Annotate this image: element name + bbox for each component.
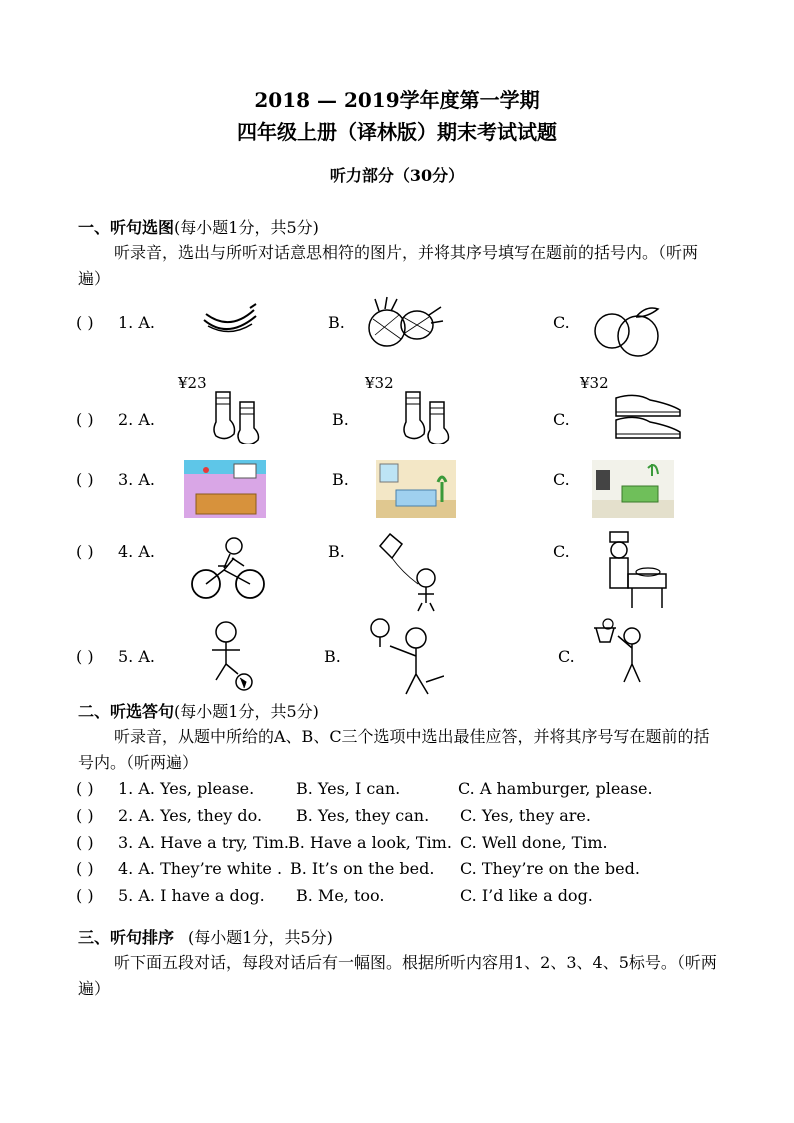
answer-row bbox=[0, 859, 794, 881]
kitchen-picture[interactable] bbox=[184, 460, 266, 518]
option-b: B. Me, too. bbox=[296, 886, 385, 905]
answer-paren[interactable]: ( ) bbox=[76, 470, 94, 489]
option-c: C. Yes, they are. bbox=[460, 806, 591, 825]
answer-row bbox=[0, 833, 794, 855]
option-a: 2. A. Yes, they do. bbox=[118, 806, 263, 825]
section1-heading bbox=[78, 215, 319, 238]
section3-heading-points: (每小题1分，共5分) bbox=[188, 928, 333, 947]
option-b: B. Have a look, Tim. bbox=[288, 833, 452, 852]
option-b-label: B. bbox=[324, 647, 341, 666]
option-a: 5. A. I have a dog. bbox=[118, 886, 265, 905]
answer-row bbox=[0, 806, 794, 828]
listening-part-title: 听力部分（30分） bbox=[329, 166, 465, 185]
answer-paren[interactable]: ( ) bbox=[76, 542, 94, 561]
bedroom-picture[interactable] bbox=[376, 460, 456, 518]
question-number: 3. A. bbox=[118, 470, 155, 489]
option-b-label: B. bbox=[332, 410, 349, 429]
section3-heading bbox=[78, 925, 333, 948]
answer-paren[interactable]: ( ) bbox=[76, 886, 94, 905]
option-c: C. I’d like a dog. bbox=[460, 886, 593, 905]
section1-heading-points: (每小题1分，共5分) bbox=[174, 218, 319, 237]
boy-basketball-picture[interactable] bbox=[592, 618, 662, 688]
option-b-label: B. bbox=[332, 470, 349, 489]
section2-instruction bbox=[78, 724, 718, 776]
shoes-picture[interactable] bbox=[612, 390, 684, 442]
boy-kite-picture[interactable] bbox=[378, 530, 448, 612]
option-b-label: B. bbox=[328, 313, 345, 332]
banana-picture[interactable] bbox=[200, 302, 260, 340]
option-c: C. A hamburger, please. bbox=[458, 779, 653, 798]
boy-cycling-picture[interactable] bbox=[190, 536, 268, 602]
boy-football-picture[interactable] bbox=[202, 620, 258, 692]
option-b: B. Yes, I can. bbox=[296, 779, 401, 798]
section2-heading bbox=[78, 699, 319, 722]
cook-picture[interactable] bbox=[598, 530, 670, 612]
option-a: 4. A. They’re white . bbox=[118, 859, 283, 878]
answer-paren[interactable]: ( ) bbox=[76, 859, 94, 878]
pineapple-picture[interactable] bbox=[365, 295, 445, 350]
exam-title-line2: 四年级上册（译林版）期末考试试题 bbox=[237, 120, 557, 144]
section1-instruction-text: 听录音，选出与所听对话意思相符的图片，并将其序号填写在题前的括号内。（听两遍） bbox=[78, 243, 699, 288]
section2-heading-points: (每小题1分，共5分) bbox=[174, 702, 319, 721]
option-c-label: C. bbox=[553, 542, 570, 561]
living-room-picture[interactable] bbox=[592, 460, 674, 518]
answer-paren[interactable]: ( ) bbox=[76, 833, 94, 852]
answer-row bbox=[0, 779, 794, 801]
question-number: 2. A. bbox=[118, 410, 155, 429]
section1-heading-bold: 一、听句选图 bbox=[78, 218, 175, 237]
option-c-label: C. bbox=[553, 410, 570, 429]
answer-row bbox=[0, 886, 794, 908]
price-label: ¥32 bbox=[580, 374, 609, 392]
socks-picture[interactable] bbox=[208, 388, 270, 444]
option-c-label: C. bbox=[553, 470, 570, 489]
option-a: 3. A. Have a try, Tim. bbox=[118, 833, 289, 852]
option-c: C. They’re on the bed. bbox=[460, 859, 640, 878]
exam-title-line1: 2018 — 2019学年度第一学期 bbox=[254, 88, 540, 112]
question-number: 1. A. bbox=[118, 313, 155, 332]
answer-paren[interactable]: ( ) bbox=[76, 410, 94, 429]
section2-heading-bold: 二、听选答句 bbox=[78, 702, 175, 721]
section3-instruction-text: 听下面五段对话，每段对话后有一幅图。根据所听内容用1、2、3、4、5标号。（听两遍） bbox=[78, 953, 717, 998]
socks-picture[interactable] bbox=[398, 388, 460, 444]
section2-instruction-text: 听录音，从题中所给的A、B、C三个选项中选出最佳应答，并将其序号写在题前的括号内。（听两遍） bbox=[78, 727, 710, 772]
section3-heading-bold: 三、听句排序 bbox=[78, 928, 175, 947]
price-label: ¥32 bbox=[365, 374, 394, 392]
option-c-label: C. bbox=[553, 313, 570, 332]
orange-picture[interactable] bbox=[592, 303, 664, 357]
section1-instruction bbox=[78, 240, 718, 292]
boy-ping-pong-picture[interactable] bbox=[366, 616, 444, 696]
option-b: B. Yes, they can. bbox=[296, 806, 430, 825]
answer-paren[interactable]: ( ) bbox=[76, 806, 94, 825]
section3-instruction bbox=[78, 950, 718, 1002]
answer-paren[interactable]: ( ) bbox=[76, 779, 94, 798]
option-b-label: B. bbox=[328, 542, 345, 561]
option-a: 1. A. Yes, please. bbox=[118, 779, 255, 798]
answer-paren[interactable]: ( ) bbox=[76, 313, 94, 332]
question-number: 4. A. bbox=[118, 542, 155, 561]
answer-paren[interactable]: ( ) bbox=[76, 647, 94, 666]
question-number: 5. A. bbox=[118, 647, 155, 666]
option-b: B. It’s on the bed. bbox=[290, 859, 435, 878]
option-c-label: C. bbox=[558, 647, 575, 666]
price-label: ¥23 bbox=[178, 374, 207, 392]
option-c: C. Well done, Tim. bbox=[460, 833, 608, 852]
